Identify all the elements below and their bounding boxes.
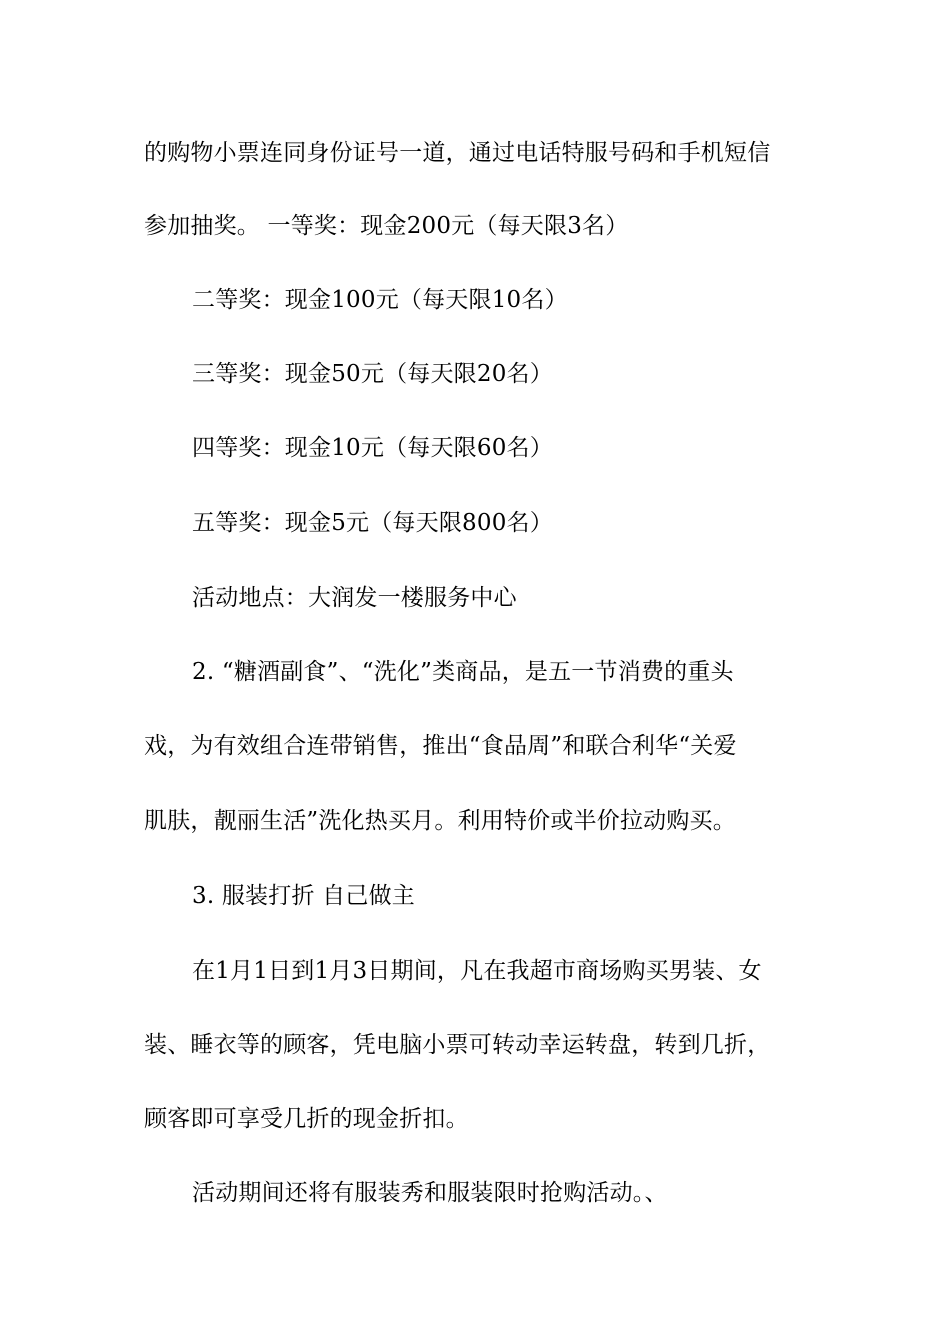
text-line: 活动地点：大润发一楼服务中心: [192, 585, 517, 611]
text-line: 在1月1日到1月3日期间，凡在我超市商场购买男装、女: [192, 958, 762, 984]
text-line: 四等奖：现金10元（每天限60名）: [192, 435, 553, 461]
text-line: 肌肤，靓丽生活”洗化热买月。利用特价或半价拉动购买。: [144, 808, 736, 834]
text-line: 3. 服装打折 自己做主: [192, 883, 415, 909]
text-line: 二等奖：现金100元（每天限10名）: [192, 287, 568, 313]
text-line: 活动期间还将有服装秀和服装限时抢购活动。、: [192, 1180, 668, 1206]
text-line: 的购物小票连同身份证号一道，通过电话特服号码和手机短信: [144, 140, 771, 166]
text-line: 三等奖：现金50元（每天限20名）: [192, 361, 553, 387]
text-line: 参加抽奖。 一等奖：现金200元（每天限3名）: [144, 213, 629, 239]
text-line: 顾客即可享受几折的现金折扣。: [144, 1106, 469, 1132]
text-line: 装、睡衣等的顾客，凭电脑小票可转动幸运转盘，转到几折，: [144, 1032, 771, 1058]
text-line: 2. “糖酒副食”、“洗化”类商品，是五一节消费的重头: [192, 659, 734, 685]
text-line: 五等奖：现金5元（每天限800名）: [192, 510, 553, 536]
text-line: 戏，为有效组合连带销售，推出“食品周”和联合利华“关爱: [144, 733, 737, 759]
